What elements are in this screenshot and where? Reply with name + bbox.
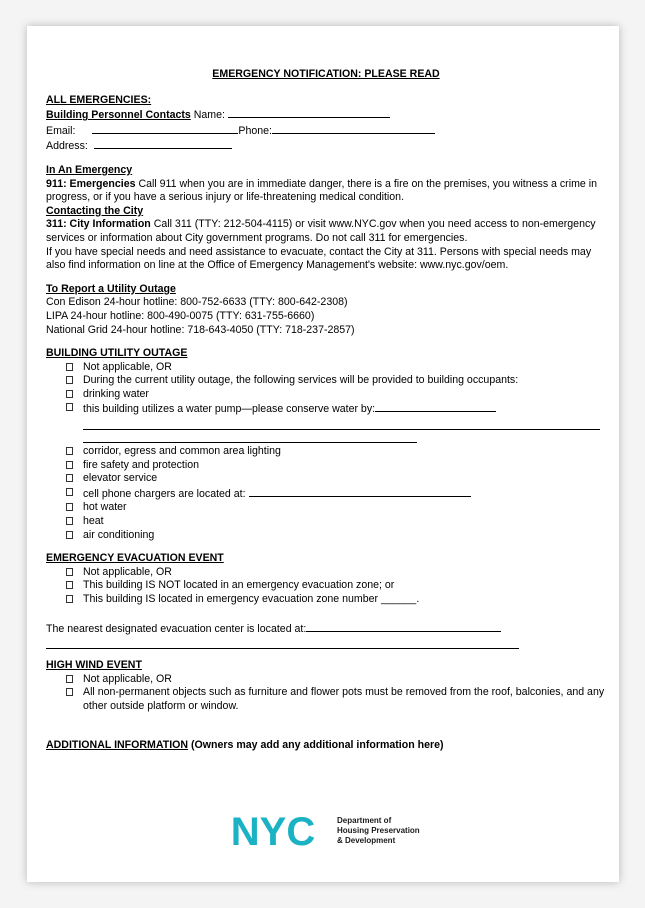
emergency-911-lead: 911: Emergencies (46, 177, 136, 190)
special-needs-text: If you have special needs and need assistance to evacuate, contact the City at 311. Persons with special needs may also find information on line at the Office of Emergency Management's website: www.nyc.gov/oem. (46, 245, 592, 272)
checklist-label: elevator service (83, 472, 158, 485)
checklist-item (46, 515, 606, 529)
checkbox[interactable] (66, 447, 73, 455)
contacting-city-heading: Contacting the City (46, 204, 144, 217)
in-emergency-heading: In An Emergency (46, 163, 133, 176)
high-wind-heading: HIGH WIND EVENT (46, 659, 142, 672)
checklist-item (46, 459, 606, 473)
nyc-logo-mark-text: NYC (230, 811, 316, 851)
checklist-label: Not applicable, OR (83, 360, 172, 373)
document-page (27, 26, 619, 882)
checkbox[interactable] (66, 568, 73, 576)
department-line: Department of (337, 816, 392, 825)
evacuation-center-field[interactable] (306, 621, 501, 632)
checklist-label: During the current utility outage, the following services will be provided to building occupants: (83, 374, 519, 387)
checkbox[interactable] (66, 675, 73, 683)
checkbox[interactable] (66, 531, 73, 539)
evacuation-heading: EMERGENCY EVACUATION EVENT (46, 552, 224, 565)
city-311-body: Call 311 (TTY: 212-504-4115) or visit www.NYC.gov when you need access to non-emergency services or information about City government programs. Do not call 311 for emergencies. (46, 218, 596, 244)
checkbox[interactable] (66, 581, 73, 589)
checkbox[interactable] (66, 461, 73, 469)
checklist-label: air conditioning (83, 528, 155, 541)
checkbox[interactable] (66, 688, 73, 696)
all-emergencies-heading: ALL EMERGENCIES: (46, 93, 152, 106)
address-field[interactable] (94, 138, 232, 149)
department-line: Housing Preservation (337, 826, 420, 835)
name-field[interactable] (228, 107, 390, 118)
additional-info-heading: ADDITIONAL INFORMATION (46, 738, 189, 751)
checklist-label: drinking water (83, 387, 149, 400)
additional-info-note: (Owners may add any additional information here) (190, 738, 444, 751)
checklist-item (46, 445, 606, 459)
contacts-row (46, 107, 606, 123)
phone-field[interactable] (272, 123, 435, 134)
email-field[interactable] (92, 123, 238, 134)
checklist-label: Not applicable, OR (83, 672, 172, 685)
checklist-item (46, 361, 606, 375)
checkbox[interactable] (66, 488, 73, 496)
checklist-item (46, 401, 606, 417)
page-title: EMERGENCY NOTIFICATION: PLEASE READ (212, 68, 440, 80)
hotline-national-grid: National Grid 24-hour hotline: 718-643-4050 (TTY: 718-237-2857) (46, 323, 355, 336)
checklist-label: heat (83, 515, 104, 528)
checkbox[interactable] (66, 595, 73, 603)
phone-label: Phone: (238, 124, 272, 137)
checklist-label: this building utilizes a water pump—please conserve water by: (83, 403, 376, 416)
hotline-con-edison: Con Edison 24-hour hotline: 800-752-6633 (TTY: 800-642-2308) (46, 296, 348, 309)
water-conserve-field[interactable] (375, 401, 496, 412)
contacts-label: Building Personnel Contacts (46, 109, 191, 122)
checklist-item (46, 673, 606, 687)
hotline-lipa: LIPA 24-hour hotline: 800-490-0075 (TTY: 631-755-6660) (46, 309, 315, 322)
checklist-item (46, 686, 606, 713)
utility-report-heading: To Report a Utility Outage (46, 282, 176, 295)
emergency-911-text (46, 178, 606, 205)
checklist-label: hot water (83, 501, 127, 514)
city-311-lead: 311: City Information (46, 218, 151, 231)
checklist-item (46, 501, 606, 515)
checkbox[interactable] (66, 390, 73, 398)
checklist-label: Not applicable, OR (83, 565, 172, 578)
checklist-item (46, 593, 606, 607)
checklist-label: All non-permanent objects such as furniture and flower pots must be removed from the roof, balconies, and any other outside platform or window. (83, 686, 605, 712)
water-conserve-line[interactable] (83, 430, 417, 443)
email-label: Email: (46, 124, 76, 137)
nyc-logo-icon (219, 811, 327, 851)
department-name (337, 816, 420, 846)
nyc-hpd-logo (219, 811, 420, 851)
checkbox[interactable] (66, 474, 73, 482)
checklist-label: This building IS NOT located in an emergency evacuation zone; or (83, 579, 395, 592)
evacuation-center-label: The nearest designated evacuation center is located at: (46, 622, 307, 635)
checklist-item (46, 472, 606, 486)
name-label: Name: (193, 109, 225, 122)
checklist-item (46, 486, 606, 502)
document-body (46, 68, 606, 752)
checklist-label: This building IS located in emergency evacuation zone number ______. (83, 593, 420, 605)
checkbox[interactable] (66, 363, 73, 371)
water-conserve-line[interactable] (83, 417, 600, 430)
checkbox[interactable] (66, 403, 73, 411)
checklist-item (46, 374, 606, 388)
checklist-label: cell phone chargers are located at: (83, 487, 246, 500)
checkbox[interactable] (66, 503, 73, 511)
address-row (46, 138, 606, 154)
department-line: & Development (337, 836, 396, 845)
address-label: Address: (46, 140, 88, 153)
emergency-911-body: Call 911 when you are in immediate danger, there is a fire on the premises, you witness a crime in progress, or if you have a serious injury or life-threatening medical condition. (46, 177, 597, 204)
checklist-label: corridor, egress and common area lighting (83, 445, 281, 458)
evacuation-center-row (46, 621, 606, 637)
checkbox[interactable] (66, 517, 73, 525)
checklist-item (46, 579, 606, 593)
additional-info-row (46, 739, 606, 753)
checkbox[interactable] (66, 376, 73, 384)
building-outage-heading: BUILDING UTILITY OUTAGE (46, 347, 188, 360)
email-phone-row (46, 123, 606, 139)
checklist-label: fire safety and protection (83, 458, 200, 471)
checklist-item (46, 529, 606, 543)
checklist-item (46, 388, 606, 402)
evacuation-center-line[interactable] (46, 636, 519, 649)
checklist-item (46, 566, 606, 580)
city-311-text (46, 218, 606, 245)
charger-location-field[interactable] (249, 486, 471, 497)
